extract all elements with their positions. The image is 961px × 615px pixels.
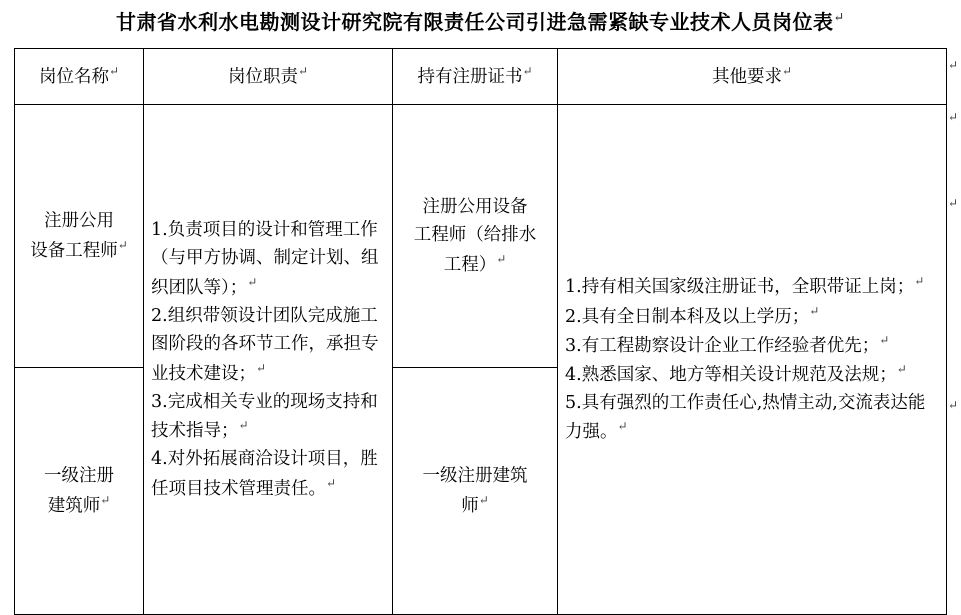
header-cell-position-name — [15, 49, 144, 105]
position-name-line2: 建筑师↵ — [47, 492, 111, 516]
header-cell-other-requirements — [558, 49, 947, 105]
margin-mark-4: ↵ — [947, 398, 958, 412]
table-header-row — [15, 49, 947, 105]
paragraph-mark: ↵ — [478, 492, 489, 507]
paragraph-mark: ↵ — [496, 251, 507, 266]
cell-other-requirements — [558, 105, 947, 615]
requirement-item-2: 2.具有全日制本科及以上学历；↵ — [565, 303, 820, 327]
positions-table — [14, 48, 947, 615]
header-mark: ↵ — [297, 63, 309, 78]
cell-certificate-2 — [393, 368, 558, 615]
margin-mark-2: ↵ — [947, 110, 958, 124]
paragraph-mark: ↵ — [256, 360, 267, 375]
requirement-item-5: 5.具有强烈的工作责任心,热情主动,交流表达能力强。↵ — [565, 393, 926, 443]
certificate-line2: 师↵ — [461, 492, 489, 516]
position-name-line2: 设备工程师↵ — [30, 237, 128, 261]
cell-position-name-1 — [15, 105, 144, 368]
duty-item-2: 2.组织带领设计团队完成施工图阶段的各环节工作，承担专业技术建设；↵ — [151, 305, 379, 384]
position-name-line1: 注册公用 — [44, 211, 114, 232]
header-label: 其他要求 — [711, 66, 782, 87]
duty-item-3: 3.完成相关专业的现场支持和技术指导；↵ — [151, 391, 378, 442]
requirement-item-1: 1.持有相关国家级注册证书，全职带证上岗；↵ — [565, 274, 925, 298]
paragraph-mark: ↵ — [914, 274, 925, 289]
paragraph-mark: ↵ — [617, 419, 628, 434]
requirement-item-3: 3.有工程勘察设计企业工作经验者优先；↵ — [565, 332, 890, 356]
header-mark: ↵ — [781, 63, 793, 78]
title-paragraph-mark: ↵ — [833, 10, 845, 26]
position-name-line1: 一级注册 — [44, 466, 114, 487]
header-cell-certificate — [393, 49, 558, 105]
cell-duties — [144, 105, 393, 615]
paragraph-mark: ↵ — [879, 332, 890, 347]
paragraph-mark: ↵ — [238, 418, 249, 433]
margin-mark-1: ↵ — [947, 58, 958, 72]
paragraph-mark: ↵ — [247, 274, 258, 289]
header-cell-duties — [144, 49, 393, 105]
table-row — [15, 105, 947, 368]
paragraph-mark: ↵ — [809, 303, 820, 318]
certificate-line2: 工程师（给排水 — [413, 225, 537, 246]
cell-certificate-1 — [393, 105, 558, 368]
certificate-line1: 注册公用设备 — [422, 197, 528, 218]
paragraph-mark: ↵ — [326, 475, 337, 490]
paragraph-mark: ↵ — [117, 237, 128, 252]
margin-mark-3: ↵ — [947, 196, 958, 210]
certificate-line1: 一级注册建筑 — [422, 466, 528, 487]
header-label: 岗位职责 — [227, 66, 298, 87]
duty-item-1: 1.负责项目的设计和管理工作（与甲方协调、制定计划、组织团队等）；↵ — [151, 220, 379, 298]
header-label: 持有注册证书 — [417, 66, 523, 87]
page-title — [0, 6, 961, 35]
paragraph-mark: ↵ — [100, 492, 111, 507]
requirement-item-4: 4.熟悉国家、地方等相关设计规范及法规；↵ — [565, 361, 907, 385]
certificate-line3: 工程）↵ — [443, 251, 507, 275]
page-title-text: 甘肃省水利水电勘测设计研究院有限责任公司引进急需紧缺专业技术人员岗位表 — [116, 10, 834, 34]
header-mark: ↵ — [522, 63, 533, 78]
paragraph-mark: ↵ — [896, 361, 907, 376]
cell-position-name-2 — [15, 368, 144, 615]
header-label: 岗位名称 — [38, 66, 109, 87]
duty-item-4: 4.对外拓展商洽设计项目，胜任项目技术管理责任。↵ — [151, 449, 378, 499]
header-mark: ↵ — [108, 63, 120, 78]
